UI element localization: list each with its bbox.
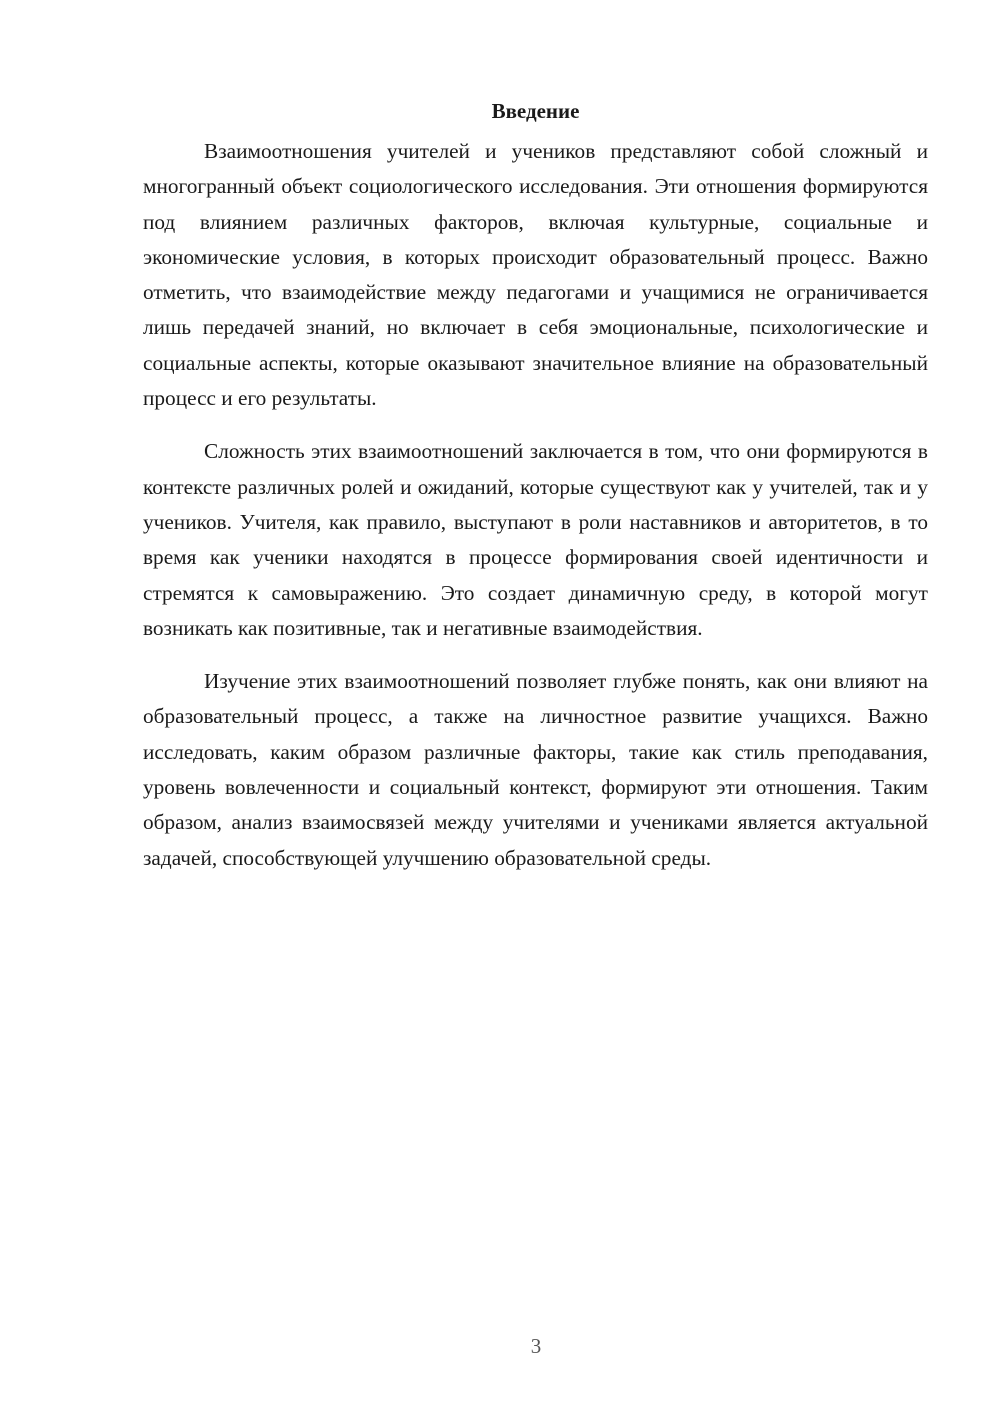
paragraph-1: Взаимоотношения учителей и учеников представляют собой сложный и многогранный объект социологического исследования. Эти отношения формируются под влиянием различных факторов, включая культурные, социальные и экономические условия, в которых происходит образовательный процесс. Важно отметить, что взаимодействие между педагогами и учащимися не ограничивается лишь передачей знаний, но включает в себя эмоциональные, психологические и социальные аспекты, которые оказывают значительное влияние на образовательный процесс и его результаты.	[143, 139, 928, 411]
page-content	[143, 97, 928, 876]
section-title: Введение	[491, 99, 580, 123]
paragraph-3: Изучение этих взаимоотношений позволяет глубже понять, как они влияют на образовательный процесс, а также на личностное развитие учащихся. Важно исследовать, каким образом различные факторы, такие как стиль преподавания, уровень вовлеченности и социальный контекст, формируют эти отношения. Таким образом, анализ взаимосвязей между учителями и учениками является актуальной задачей, способствующей улучшению образовательной среды.	[143, 669, 928, 870]
page-number: 3	[530, 1334, 542, 1358]
paragraph-2: Сложность этих взаимоотношений заключается в том, что они формируются в контексте различных ролей и ожиданий, которые существуют как у учителей, так и у учеников. Учителя, как правило, выступают в роли наставников и авторитетов, в то время как ученики находятся в процессе формирования своей идентичности и стремятся к самовыражению. Это создает динамичную среду, в которой могут возникать как позитивные, так и негативные взаимодействия.	[143, 439, 928, 640]
